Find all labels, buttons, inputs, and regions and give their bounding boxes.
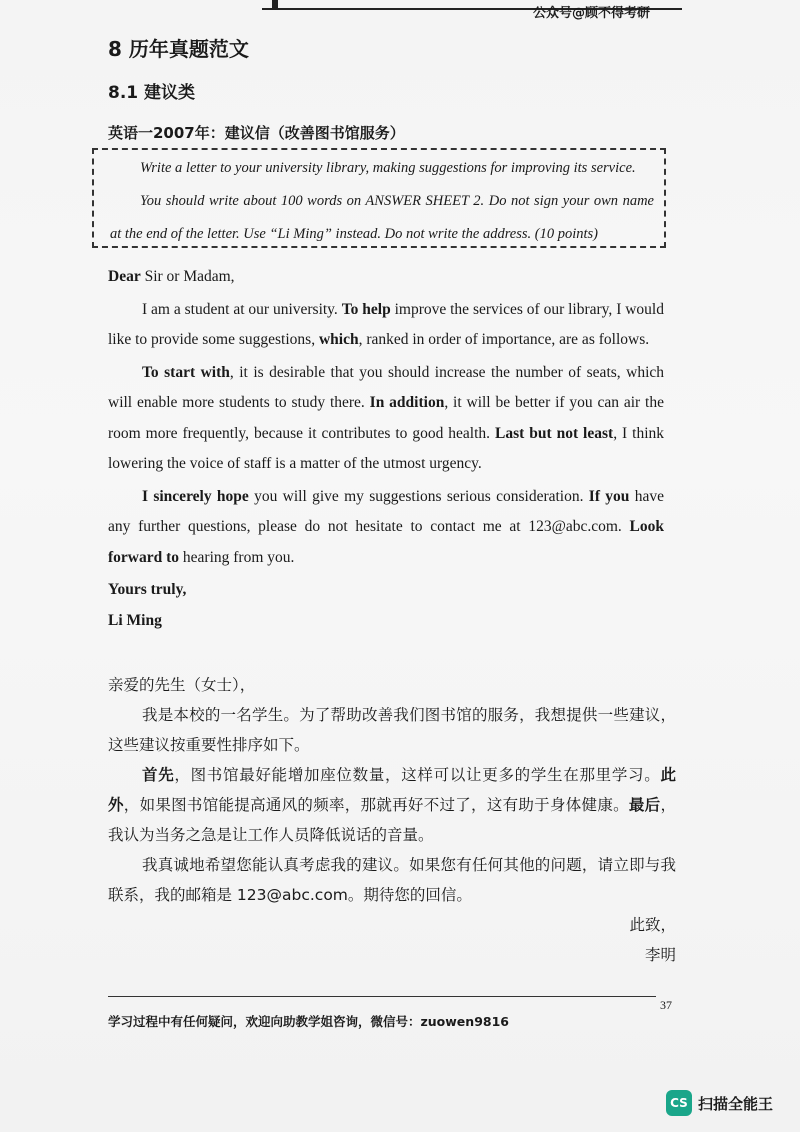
prompt-box [92,148,666,248]
cn-p2-bold-e: 最后 [628,796,661,814]
footer-rule [108,996,656,997]
p3-text-f: hearing from you. [179,548,295,566]
letter-paragraph-2 [108,358,664,480]
p2-bold-e: Last but not least [495,424,614,442]
cn-paragraph-1: 我是本校的一名学生。为了帮助改善我们图书馆的服务，我想提供一些建议，这些建议按重要性排序如下。 [108,706,676,754]
cn-closing: 此致， [629,916,676,934]
p1-text-e: , ranked in order of importance, are as follows. [358,331,650,348]
p3-bold-a: I sincerely hope [142,487,249,505]
exam-title: 英语一2007年：建议信（改善图书馆服务） [108,124,405,142]
cn-p2-bold-a: 首先 [142,766,175,784]
prompt-line-2: You should write about 100 words on ANSWER SHEET 2. Do not sign your own name at the end of the letter. Use “Li Ming” instead. Do not write the address. (10 points) [110,193,654,242]
salutation-rest: Sir or Madam, [140,268,235,285]
p2-text-f: , I think lowering the voice of staff is a matter of the utmost urgency. [108,424,664,472]
prompt-line-1: Write a letter to your university library, making suggestions for improving its service. [140,160,636,176]
p3-text-d: have any further questions, please do not hesitate to contact me at 123@abc.com. [108,487,665,535]
cn-signature: 李明 [644,946,676,964]
english-letter [108,262,664,636]
p1-text-c: improve the services of our library, I would like to provide some suggestions, [108,300,664,348]
cn-paragraph-3: 我真诚地希望您能认真考虑我的建议。如果您有任何其他的问题，请立即与我联系，我的邮箱是 123@abc.com。期待您的回信。 [108,856,676,904]
p3-bold-e: Look forward to [108,518,664,566]
watermark-label: 扫描全能王 [698,1094,774,1113]
p3-bold-c: If you [588,487,630,505]
letter-paragraph-3 [108,482,664,574]
header-account: 公众号@顾不得考研 [532,6,650,21]
p3-text-b: you will give my suggestions serious consideration. [248,487,589,505]
letter-signature: Li Ming [108,611,162,629]
p1-text-a: I am a student at our university. [142,300,342,318]
section-title: 8 历年真题范文 [108,37,249,61]
salutation-bold: Dear [108,268,141,285]
cn-paragraph-2 [108,760,676,850]
cn-p2-bold-c: 此外 [108,766,676,814]
letter-salutation [108,262,664,293]
page-number: 37 [660,998,672,1012]
cn-p2-text-b: ，图书馆最好能增加座位数量，这样可以让更多的学生在那里学习。 [174,766,661,784]
camscanner-icon: CS [666,1090,692,1116]
cn-p2-text-d: ，如果图书馆能提高通风的频率，那就再好不过了，这有助于身体健康。 [123,796,629,814]
p2-text-d: , it will be better if you can air the room more frequently, because it contributes to good health. [108,394,664,442]
letter-paragraph-1 [108,295,664,356]
letter-closing: Yours truly, [108,581,187,598]
chinese-translation [108,670,676,970]
p2-bold-a: To start with [142,363,230,381]
subsection-title: 8.1 建议类 [108,83,196,103]
p2-text-b: , it is desirable that you should increase the number of seats, which will enable more students to study there. [108,363,665,411]
p1-bold-b: To help [341,300,391,318]
footer-note: 学习过程中有任何疑问，欢迎向助教学姐咨询，微信号：zuowen9816 [108,1014,509,1029]
cn-salutation: 亲爱的先生（女士）， [108,676,256,694]
cn-p2-text-f: ，我认为当务之急是让工作人员降低说话的音量。 [108,796,676,844]
p1-bold-d: which [318,331,359,348]
p2-bold-c: In addition [369,394,445,411]
scanner-watermark [666,1090,773,1116]
